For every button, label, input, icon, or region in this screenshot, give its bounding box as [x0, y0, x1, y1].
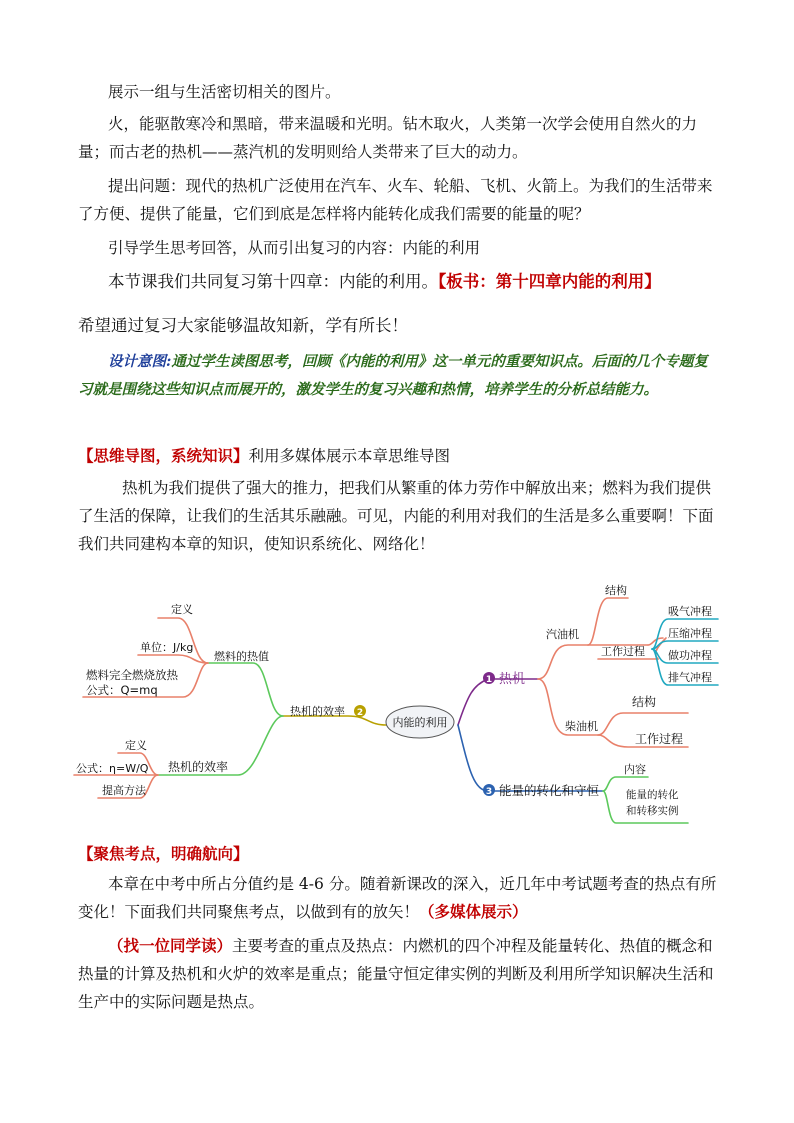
- edge-s2: [652, 641, 718, 649]
- edge-gas-struct: [588, 598, 628, 645]
- branch2-label: 热机的效率: [290, 705, 345, 718]
- fuel-heat-value: 燃料的热值: [214, 650, 269, 663]
- branch1-label: 热机: [499, 672, 526, 687]
- design-intent: [78, 348, 718, 404]
- engine-efficiency: 热机的效率: [168, 760, 229, 774]
- edge-gas: [538, 645, 588, 679]
- para-3: 提出问题：现代的热机广泛使用在汽车、火车、轮船、飞机、火箭上。为我们的生活带来了方便、提供了能量，它们到底是怎样将内能转化成我们需要的能量的呢？: [78, 177, 713, 223]
- diesel-process: 工作过程: [635, 732, 684, 746]
- para-7: 热机为我们提供了强大的推力，把我们从繁重的体力劳作中解放出来；燃料为我们提供了生活的保障，让我们的生活其乐融融。可见，内能的利用对我们的生活是多么重要啊！下面我们共同建构本章的知识，使知识系统化、网络化！: [78, 479, 714, 553]
- energy-example-1: 能量的转化: [626, 789, 679, 801]
- gas-struct: 结构: [605, 584, 627, 597]
- para-6: 希望通过复习大家能够温故知新，学有所长！: [78, 316, 408, 335]
- eff-def: 定义: [125, 739, 147, 752]
- branch3-label: 能量的转化和守恒: [499, 783, 600, 798]
- stroke-3: 做功冲程: [668, 649, 712, 662]
- para-2: 火，能驱散寒冷和黑暗，带来温暖和光明。钻木取火，人类第一次学会使用自然火的力量；而古老的热机——蒸汽机的发明则给人类带来了巨大的动力。: [78, 115, 698, 161]
- para-8-text: 本章在中考中所占分值约是 4-6 分。随着新课改的深入，近几年中考试题考查的热点有所变化！下面我们共同聚焦考点，以做到有的放矢！: [78, 875, 717, 921]
- section-mindmap-text: 利用多媒体展示本章思维导图: [248, 447, 451, 465]
- eff-formula: 公式：η=W/Q: [76, 762, 149, 775]
- para-8: [78, 870, 718, 926]
- stroke-2: 压缩冲程: [668, 627, 712, 640]
- gas-engine: 汽油机: [546, 628, 579, 641]
- para-1: 展示一组与生活密切相关的图片。: [108, 83, 341, 101]
- center-label: 内能的利用: [392, 716, 448, 729]
- edge-fuel: [208, 663, 283, 716]
- board-note: 【板书：第十四章内能的利用】: [438, 272, 661, 291]
- para-9-lead: （找一位同学读）: [108, 936, 233, 955]
- gas-process: 工作过程: [601, 645, 645, 658]
- eff-improve: 提高方法: [102, 784, 146, 797]
- edge-b1: [458, 679, 538, 725]
- para-5: [78, 268, 718, 296]
- branch2-num: 2: [356, 708, 364, 718]
- para-5-text: 本节课我们共同复习第十四章：内能的利用。: [108, 272, 438, 291]
- fuel-formula-1: 燃料完全燃烧放热: [86, 668, 178, 682]
- fuel-formula-2: 公式：Q=mq: [86, 683, 158, 697]
- fuel-def: 定义: [171, 603, 193, 616]
- stroke-4: 排气冲程: [668, 671, 712, 684]
- section-focus: [78, 840, 718, 868]
- para-9-text: 主要考查的重点及热点：内燃机的四个冲程及能量转化、热值的概念和热量的计算及热机和火炉的效率是重点；能量守恒定律实例的判断及利用所学知识解决生活和生产中的实际问题是热点。: [78, 937, 714, 1011]
- section-focus-heading: 【聚焦考点，明确航向】: [78, 844, 249, 863]
- energy-content: 内容: [624, 763, 646, 776]
- design-text: 通过学生读图思考，回顾《内能的利用》这一单元的重要知识点。后面的几个专题复习就是围绕这些知识点而展开的，激发学生的复习兴趣和热情，培养学生的分析总结能力。: [78, 353, 708, 398]
- design-label: 设计意图:: [108, 353, 172, 370]
- section-mindmap-heading: 【思维导图，系统知识】: [78, 446, 249, 465]
- diesel-struct: 结构: [632, 695, 657, 709]
- para-8-media: （多媒体展示）: [419, 902, 528, 921]
- branch1-num: 1: [485, 675, 493, 685]
- branch3-num: 3: [485, 787, 493, 797]
- mind-map: [68, 575, 728, 835]
- energy-example-2: 和转移实例: [626, 805, 679, 817]
- para-4: 引导学生思考回答，从而引出复习的内容：内能的利用: [108, 239, 481, 257]
- para-9: [78, 932, 718, 1016]
- diesel-engine: 柴油机: [565, 720, 598, 733]
- edge-fuel-unit: [138, 655, 208, 663]
- fuel-unit: 单位：J/kg: [140, 641, 194, 654]
- section-mindmap: [78, 442, 718, 470]
- stroke-1: 吸气冲程: [668, 605, 712, 618]
